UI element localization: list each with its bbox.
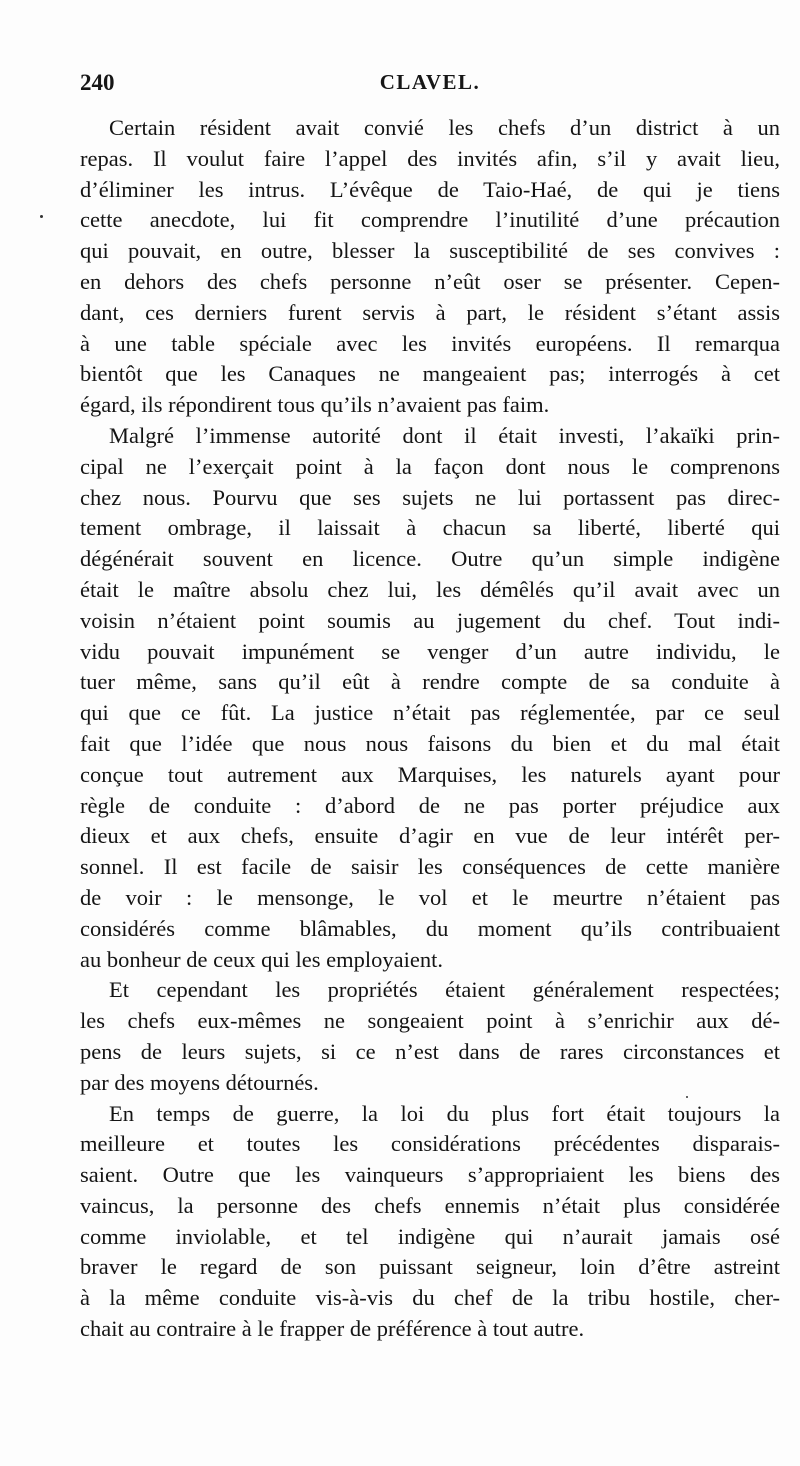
text-line: repas. Il voulut faire l’appel des invités afin, s’il y avait lieu, xyxy=(80,145,780,171)
text-line: Malgré l’immense autorité dont il était investi, l’akaïki prin- xyxy=(109,422,780,448)
text-line: bientôt que les Canaques ne mangeaient pas; interrogés à cet xyxy=(80,361,780,387)
text-line: égard, ils répondirent tous qu’ils n’avaient pas faim. xyxy=(80,392,550,418)
text-line: Et cependant les propriétés étaient généralement respectées; xyxy=(109,977,780,1003)
paragraph-3 xyxy=(80,975,780,1098)
text-line: les chefs eux-mêmes ne songeaient point à s’enrichir aux dé- xyxy=(80,1008,780,1034)
text-line: de voir : le mensonge, le vol et le meurtre n’étaient pas xyxy=(80,884,780,910)
text-line: conçue tout autrement aux Marquises, les naturels ayant pour xyxy=(80,761,780,787)
page-number: 240 xyxy=(80,70,115,95)
text-line: en dehors des chefs personne n’eût oser se présenter. Cepen- xyxy=(80,268,780,294)
text-line: voisin n’étaient point soumis au jugement du chef. Tout indi- xyxy=(80,607,780,633)
text-line: par des moyens détournés. xyxy=(80,1069,319,1095)
text-line: saient. Outre que les vainqueurs s’appropriaient les biens des xyxy=(80,1162,780,1188)
text-line: Certain résident avait convié les chefs d’un district à un xyxy=(109,115,780,140)
text-line: vidu pouvait impunément se venger d’un autre individu, le xyxy=(80,638,780,664)
print-speck xyxy=(40,215,43,218)
text-line: dégénérait souvent en licence. Outre qu’un simple indigène xyxy=(80,546,780,572)
text-line: sonnel. Il est facile de saisir les conséquences de cette manière xyxy=(80,854,780,880)
text-line: d’éliminer les intrus. L’évêque de Taio-Haé, de qui je tiens xyxy=(80,176,780,202)
text-line: meilleure et toutes les considérations précédentes disparais- xyxy=(80,1131,780,1157)
running-title: CLAVEL. xyxy=(379,70,481,94)
text-line: au bonheur de ceux qui les employaient. xyxy=(80,946,444,972)
text-line: qui que ce fût. La justice n’était pas réglementée, par ce seul xyxy=(80,700,780,726)
text-line: braver le regard de son puissant seigneur, loin d’être astreint xyxy=(80,1254,780,1280)
text-line: comme inviolable, et tel indigène qui n’aurait jamais osé xyxy=(80,1223,780,1249)
text-line: vaincus, la personne des chefs ennemis n’était plus considérée xyxy=(80,1192,780,1218)
text-line: dant, ces derniers furent servis à part, le résident s’étant assis xyxy=(80,299,780,325)
text-line: considérés comme blâmables, du moment qu’ils contribuaient xyxy=(80,915,780,941)
paragraph-4 xyxy=(80,1099,780,1345)
text-line: à une table spéciale avec les invités européens. Il remarqua xyxy=(80,330,780,356)
text-line: était le maître absolu chez lui, les démêlés qu’il avait avec un xyxy=(80,576,780,602)
text-line: qui pouvait, en outre, blesser la susceptibilité de ses convives : xyxy=(80,238,780,264)
paragraph-2 xyxy=(80,421,780,975)
text-line: En temps de guerre, la loi du plus fort était toujours la xyxy=(109,1100,780,1126)
text-line: cette anecdote, lui fit comprendre l’inutilité d’une précaution xyxy=(80,207,780,233)
running-head xyxy=(80,70,780,104)
text-line: pens de leurs sujets, si ce n’est dans de rares circonstances et xyxy=(80,1038,780,1064)
text-line: fait que l’idée que nous nous faisons du bien et du mal était xyxy=(80,730,780,756)
text-line: tement ombrage, il laissait à chacun sa liberté, liberté qui xyxy=(80,515,780,541)
text-line: chez nous. Pourvu que ses sujets ne lui portassent pas direc- xyxy=(80,484,780,510)
text-line: cipal ne l’exerçait point à la façon dont nous le comprenons xyxy=(80,453,780,479)
body-text xyxy=(80,113,780,1345)
text-line: chait au contraire à le frapper de préférence à tout autre. xyxy=(80,1316,585,1342)
text-line: à la même conduite vis-à-vis du chef de la tribu hostile, cher- xyxy=(80,1285,780,1311)
text-line: règle de conduite : d’abord de ne pas porter préjudice aux xyxy=(80,792,780,818)
text-line: dieux et aux chefs, ensuite d’agir en vue de leur intérêt per- xyxy=(80,823,780,849)
print-speck xyxy=(686,1096,688,1098)
paragraph-1 xyxy=(80,113,780,421)
text-line: tuer même, sans qu’il eût à rendre compte de sa conduite à xyxy=(80,669,780,695)
